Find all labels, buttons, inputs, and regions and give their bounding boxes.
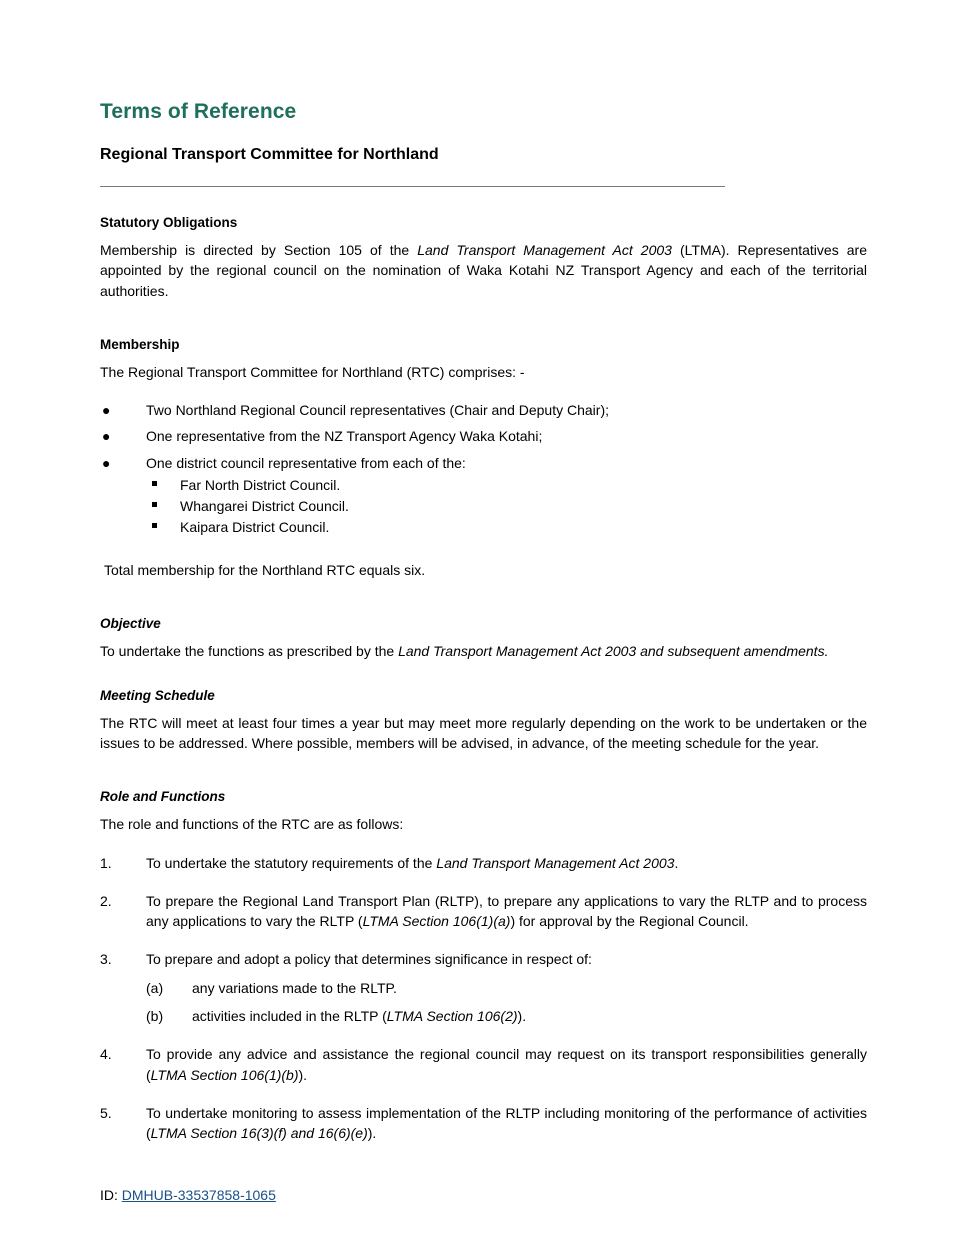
section-heading-role-and-functions: Role and Functions [100, 789, 226, 805]
statutory-text-post: (LTMA). Representatives are appointed by the regional council on the nomination of Waka Kotahi NZ Transport Agency and each of the territorial authorities. [100, 242, 867, 299]
item-text-pre: To prepare and adopt a policy that determines significance in respect of: [146, 951, 592, 968]
numbered-list-item [100, 891, 867, 932]
square-bullet-icon [152, 481, 157, 486]
section-heading-membership: Membership [100, 336, 180, 352]
square-bullet-icon [152, 523, 157, 528]
sub-item-text-post: ). [517, 1008, 527, 1025]
sub-list-item [146, 1006, 867, 1026]
bullet-icon: ● [102, 454, 111, 471]
section-heading-objective: Objective [100, 616, 161, 632]
footer-id-label: ID: [100, 1187, 122, 1203]
list-item-label: Kaipara District Council. [180, 519, 330, 536]
numbered-list-item [100, 949, 867, 1026]
item-text-post: . [674, 854, 679, 871]
sub-item-label: (b) [146, 1008, 164, 1025]
list-item-label: One district council representative from each of the: [146, 454, 466, 471]
sub-item-text-italic: LTMA Section 106(2) [386, 1008, 518, 1025]
item-text-post: ). [298, 1066, 308, 1083]
list-item-label: Far North District Council. [180, 477, 341, 494]
item-text-pre: To provide any advice and assistance the regional council may request on its transport responsibilities generally ( [146, 1046, 867, 1083]
item-text-pre: To prepare the Regional Land Transport Plan (RLTP), to prepare any applications to vary the RLTP and to process any applications to vary the RLTP ( [146, 892, 867, 930]
list-item [100, 426, 867, 446]
statutory-text-pre: Membership is directed by Section 105 of the [100, 242, 418, 258]
item-number: 1. [100, 854, 112, 871]
list-item [146, 496, 867, 517]
item-text-italic: Land Transport Management Act 2003 [436, 854, 675, 871]
meeting-schedule-paragraph: The RTC will meet at least four times a year but may meet more regularly depending on the work to be undertaken or the issues to be addressed. Where possible, members will be advised, in advance, of the meeting schedule for the year. [100, 714, 867, 751]
sub-item-text-pre: activities included in the RLTP ( [192, 1008, 387, 1025]
item-text-italic: LTMA Section 16(3)(f) and 16(6)(e) [150, 1125, 368, 1142]
square-bullet-icon [152, 502, 157, 507]
item-number: 3. [100, 951, 112, 968]
header-divider [100, 186, 725, 187]
list-item-label: Whangarei District Council. [180, 498, 349, 515]
section-heading-statutory-obligations: Statutory Obligations [100, 215, 238, 230]
item-number: 5. [100, 1104, 112, 1121]
list-item [100, 400, 867, 420]
objective-paragraph [100, 641, 867, 661]
sub-list-item [146, 978, 867, 998]
membership-sub-bullet-list [146, 475, 867, 538]
item-text-pre: To undertake monitoring to assess implementation of the RLTP including monitoring of the performance of activities ( [146, 1104, 867, 1142]
item-text-pre: To undertake the statutory requirements of the [146, 854, 437, 871]
membership-bullet-list [100, 400, 867, 538]
list-item [100, 453, 867, 538]
membership-intro: The Regional Transport Committee for Northland (RTC) comprises: - [100, 363, 525, 380]
item-number: 4. [100, 1046, 112, 1063]
page-title: Terms of Reference [100, 100, 297, 123]
footer-id-link[interactable]: DMHUB-33537858-1065 [121, 1187, 276, 1203]
statutory-obligations-paragraph [100, 240, 867, 301]
list-item [146, 475, 867, 496]
page-subtitle: Regional Transport Committee for Northland [100, 146, 439, 163]
bullet-icon: ● [102, 428, 111, 445]
sub-item-label: (a) [146, 979, 164, 996]
numbered-list-item [100, 1044, 867, 1085]
role-and-functions-intro: The role and functions of the RTC are as follows: [100, 816, 404, 833]
list-item [146, 517, 867, 538]
role-and-functions-list [100, 853, 867, 1144]
section-heading-meeting-schedule: Meeting Schedule [100, 687, 215, 703]
sub-item-text: any variations made to the RLTP. [192, 979, 397, 996]
bullet-icon: ● [102, 402, 111, 419]
membership-total: Total membership for the Northland RTC equals six. [104, 562, 426, 579]
statutory-act-name: Land Transport Management Act 2003 [417, 242, 672, 258]
objective-text-pre: To undertake the functions as prescribed by the [100, 643, 399, 660]
item-text-post: ) for approval by the Regional Council. [510, 913, 749, 930]
numbered-list-item [100, 1103, 867, 1144]
list-item-label: One representative from the NZ Transport Agency Waka Kotahi; [146, 428, 543, 445]
item-number: 2. [100, 892, 112, 909]
numbered-list-item [100, 853, 867, 873]
list-item-label: Two Northland Regional Council representatives (Chair and Deputy Chair); [146, 402, 610, 419]
document-footer [100, 1187, 276, 1203]
item-text-italic: LTMA Section 106(1)(a) [362, 913, 511, 930]
objective-text-italic: Land Transport Management Act 2003 and subsequent amendments. [398, 643, 829, 660]
item-text-post: ). [367, 1125, 377, 1142]
item-text-italic: LTMA Section 106(1)(b) [150, 1066, 299, 1083]
